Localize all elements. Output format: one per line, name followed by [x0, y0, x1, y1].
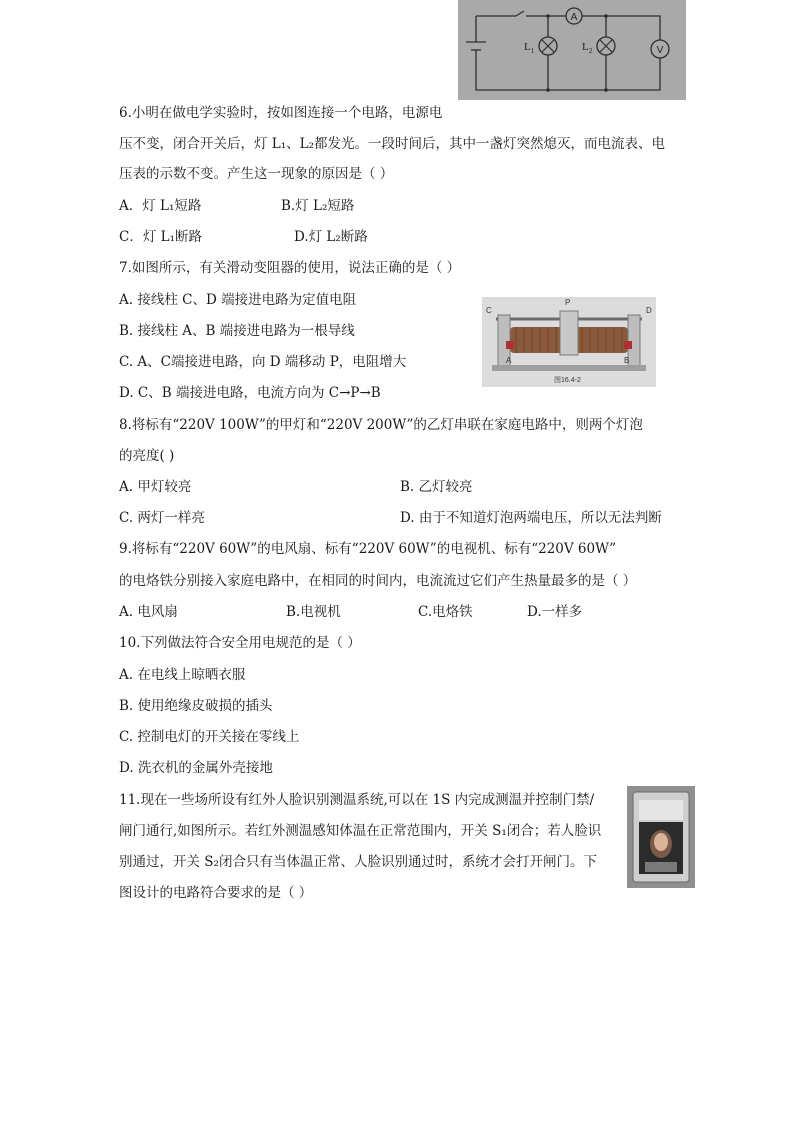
svg-text:A: A [570, 12, 578, 23]
q10-stem: 10.下列做法符合安全用电规范的是（ ） [119, 635, 361, 651]
q7-option-a: A. 接线柱 C、D 端接进电路为定值电阻 [119, 292, 357, 308]
ammeter-symbol [566, 8, 582, 24]
rheostat-label-a: A [506, 356, 512, 365]
rheostat-label-b: B [624, 356, 630, 365]
q6-option-d: D.灯 L₂断路 [294, 229, 368, 245]
q7-option-b: B. 接线柱 A、B 端接进电路为一根导线 [119, 323, 355, 339]
q9-stem-line-1: 9.将标有“220V 60W”的电风扇、标有“220V 60W”的电视机、标有“220V 60W” [119, 541, 617, 557]
q10-option-d: D. 洗衣机的金属外壳接地 [119, 760, 273, 776]
q8-stem-line-1: 8.将标有“220V 100W”的甲灯和“220V 200W”的乙灯串联在家庭电路中，则两个灯泡 [119, 417, 643, 433]
q7-option-d: D. C、B 端接进电路，电流方向为 C→P→B [119, 385, 381, 401]
q11-stem-line-2: 闸门通行,如图所示。若红外测温感知体温在正常范围内，开关 S₁闭合；若人脸识 [119, 823, 602, 839]
voltmeter-symbol [651, 40, 669, 58]
q11-stem-line-1: 11.现在一些场所设有红外人脸识别测温系统,可以在 1S 内完成测温并控制门禁/ [119, 792, 595, 808]
face-recognition-device-photo [627, 786, 695, 888]
lamp-l2-symbol [582, 37, 615, 55]
lamp-l1-symbol [524, 37, 557, 55]
q7-option-c: C. A、C端接进电路，向 D 端移动 P，电阻增大 [119, 354, 407, 370]
rheostat-caption: 图16.4-2 [554, 377, 581, 384]
rheostat-figure [482, 297, 656, 387]
q6-stem-line-3: 压表的示数不变。产生这一现象的原因是（ ） [119, 166, 394, 182]
q9-option-c: C.电烙铁 [418, 604, 473, 620]
q6-option-c: C．灯 L₁断路 [119, 229, 202, 245]
q9-stem-line-2: 的电烙铁分别接入家庭电路中，在相同的时间内，电流流过它们产生热量最多的是（ ） [119, 573, 637, 589]
rheostat-label-p: P [565, 298, 571, 307]
svg-text:V: V [656, 45, 664, 56]
q9-option-a: A. 电风扇 [119, 604, 178, 620]
q10-option-a: A. 在电线上晾晒衣服 [119, 667, 246, 683]
q9-option-d: D.一样多 [527, 604, 583, 620]
q9-option-b: B.电视机 [286, 604, 341, 620]
rheostat-label-c: C [486, 306, 492, 315]
q8-option-d: D. 由于不知道灯泡两端电压，所以无法判断 [400, 510, 662, 526]
q7-stem: 7.如图所示，有关滑动变阻器的使用，说法正确的是（ ） [119, 260, 461, 276]
q8-option-b: B. 乙灯较亮 [400, 479, 473, 495]
svg-text:L1: $L_1$ [524, 41, 535, 55]
svg-text:L2: $L_2$ [582, 41, 593, 55]
q6-option-a: A．灯 L₁短路 [119, 198, 202, 214]
q11-stem-line-4: 图设计的电路符合要求的是（ ） [119, 885, 313, 901]
q6-stem-line-1: 6.小明在做电学实验时，按如图连接一个电路，电源电 [119, 105, 443, 121]
q10-option-b: B. 使用绝缘皮破损的插头 [119, 698, 273, 714]
q8-option-c: C. 两灯一样亮 [119, 510, 205, 526]
q10-option-c: C. 控制电灯的开关接在零线上 [119, 729, 300, 745]
circuit-figure [458, 0, 686, 100]
rheostat-label-d: D [646, 306, 652, 315]
q8-option-a: A. 甲灯较亮 [119, 479, 192, 495]
q11-stem-line-3: 别通过，开关 S₂闭合只有当体温正常、人脸识别通过时，系统才会打开闸门。下 [119, 854, 597, 870]
q8-stem-line-2: 的亮度( ) [119, 448, 175, 464]
q6-stem-line-2: 压不变，闭合开关后，灯 L₁、L₂都发光。一段时间后，其中一盏灯突然熄灭，而电流表、电 [119, 136, 666, 152]
q6-option-b: B.灯 L₂短路 [281, 198, 355, 214]
